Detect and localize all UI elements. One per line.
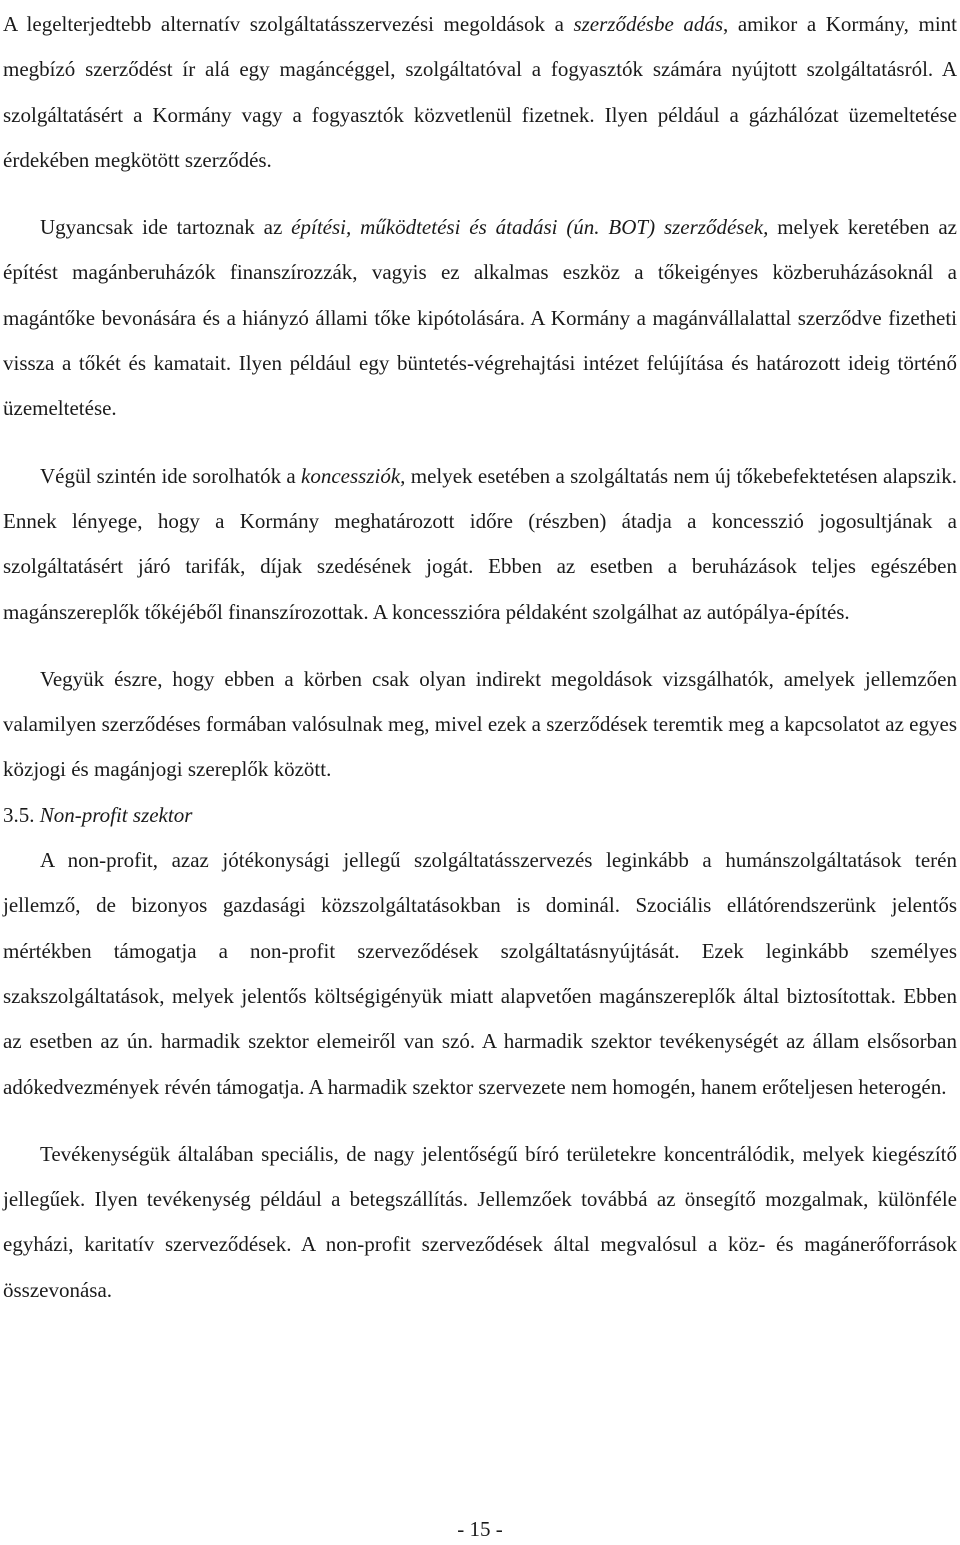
paragraph [3, 454, 957, 635]
italic-text-segment: építési, működtetési és átadási (ún. BOT) szerződések, [291, 215, 769, 240]
text-segment: melyek esetében a szolgáltatás nem új tőkebefektetésen alapszik. Ennek lényege, hogy a Kormány meghatározott időre (részben) átadja a koncesszió jogosultjának a szolgáltatásért járó tarifák, díjak szedésének jogát. Ebben az esetben a beruházások teljes egészében magánszereplők tőkéjéből finanszírozottak. A koncesszióra példaként szolgálhat az autópálya-építés. [3, 463, 957, 624]
paragraph-group-before-section [3, 2, 957, 793]
section-heading [3, 793, 957, 838]
section-title: Non-profit szektor [39, 802, 193, 827]
paragraph [3, 1132, 957, 1313]
text-segment: Tevékenységük általában speciális, de nagy jelentőségű bíró területekre koncentrálódik, melyek kiegészítő jellegűek. Ilyen tevékenység például a betegszállítás. Jellemzőek továbbá az önsegítő mozgalmak, különféle egyházi, karitatív szerveződések. A non-profit szerveződések által megvalósul a köz- és magánerőforrások összevonása. [3, 1141, 957, 1302]
page-number: - 15 - [457, 1517, 503, 1541]
text-segment: Ugyancsak ide tartoznak az [40, 215, 292, 240]
text-segment: , amikor a Kormány, mint megbízó szerződést ír alá egy magáncéggel, szolgáltatóval a fogyasztók számára nyújtott szolgáltatásról. A szolgáltatásért a Kormány vagy a fogyasztók közvetlenül fizetnek. Ilyen például a gázhálózat üzemeltetése érdekében megkötött szerződés. [3, 12, 957, 172]
text-segment: Végül szintén ide sorolhatók a [40, 463, 302, 488]
paragraph-group-after-section [3, 838, 957, 1313]
text-segment: A legelterjedtebb alternatív szolgáltatásszervezési megoldások a [3, 12, 574, 36]
paragraph [3, 2, 957, 183]
italic-text-segment: koncessziók, [301, 463, 406, 488]
paragraph [3, 205, 957, 431]
text-segment: melyek keretében az építést magánberuházók finanszírozzák, vagyis ez alkalmas eszköz a tőkeigényes közberuházásoknál a magántőke bevonására és a hiányzó állami tőke kipótolására. A Kormány a magánvállalattal szerződve fizetheti vissza a tőkét és kamatait. Ilyen például egy büntetés-végrehajtási intézet felújítása és határozott ideig történő üzemeltetése. [3, 215, 957, 421]
paragraph [3, 838, 957, 1110]
text-segment: A non-profit, azaz jótékonysági jellegű szolgáltatásszervezés leginkább a humánszolgáltatások terén jellemző, de bizonyos gazdasági közszolgáltatásokban is dominál. Szociális ellátórendszerünk jelentős mértékben támogatja a non-profit szerveződések szolgáltatásnyújtását. Ezek leginkább személyes szakszolgáltatások, melyek jelentős költségigényük miatt alapvetően magánszereplők által biztosítottak. Ebben az esetben az ún. harmadik szektor elemeiről van szó. A harmadik szektor tevékenységét az állam elsősorban adókedvezmények révén támogatja. A harmadik szektor szervezete nem homogén, hanem erőteljesen heterogén. [3, 848, 957, 1099]
document-body [3, 0, 957, 1313]
text-segment: Vegyük észre, hogy ebben a körben csak olyan indirekt megoldások vizsgálhatók, amelyek jellemzően valamilyen szerződéses formában valósulnak meg, mivel ezek a szerződések teremtik meg a kapcsolatot az egyes közjogi és magánjogi szereplők között. [3, 666, 957, 782]
section-number: 3.5. [3, 802, 35, 827]
italic-text-segment: szerződésbe adás [573, 12, 724, 36]
paragraph [3, 657, 957, 793]
